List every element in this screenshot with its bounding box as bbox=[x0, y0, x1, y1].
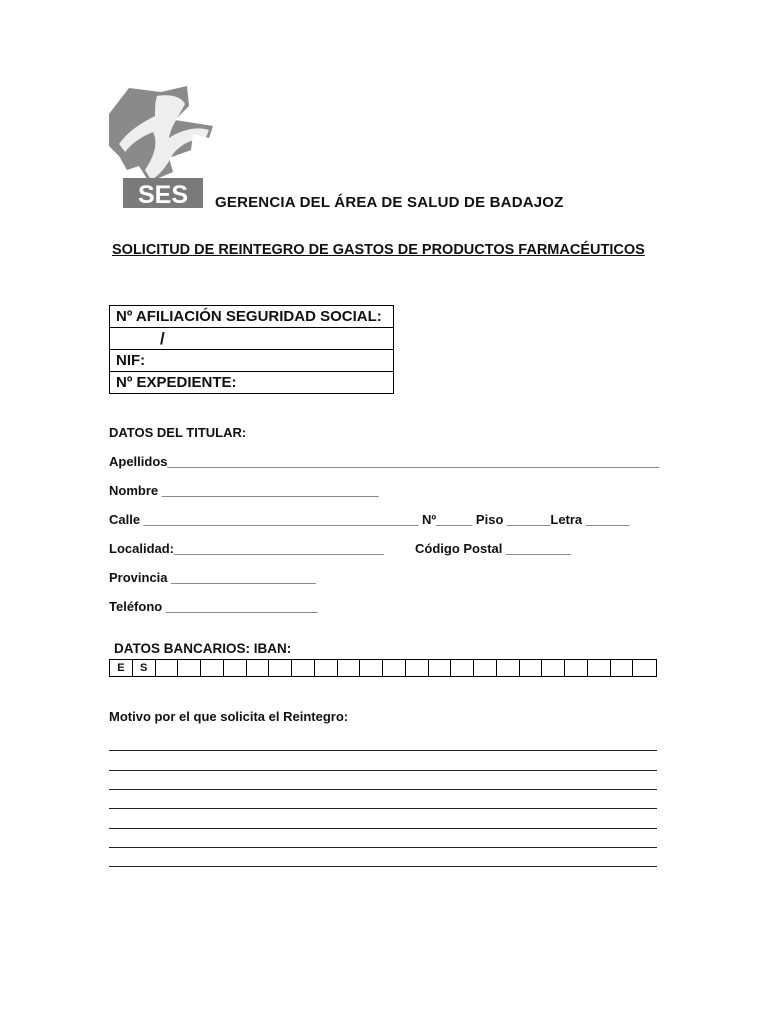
reason-line[interactable] bbox=[109, 770, 657, 771]
reason-line[interactable] bbox=[109, 828, 657, 829]
iban-cell[interactable]: S bbox=[133, 660, 156, 677]
nif-field[interactable]: NIF: bbox=[110, 350, 393, 372]
org-title: GERENCIA DEL ÁREA DE SALUD DE BADAJOZ bbox=[215, 194, 564, 211]
iban-cell[interactable] bbox=[429, 660, 452, 677]
iban-cell[interactable] bbox=[406, 660, 429, 677]
iban-cell[interactable] bbox=[520, 660, 543, 677]
reason-label: Motivo por el que solicita el Reintegro: bbox=[109, 709, 349, 724]
apellidos-field[interactable]: Apellidos____________________________________________________________________ bbox=[109, 454, 660, 469]
iban-cell[interactable] bbox=[360, 660, 383, 677]
iban-cell[interactable] bbox=[383, 660, 406, 677]
iban-cell[interactable] bbox=[451, 660, 474, 677]
affiliation-label: Nº AFILIACIÓN SEGURIDAD SOCIAL: bbox=[110, 306, 393, 328]
reason-line[interactable] bbox=[109, 866, 657, 867]
codigo-postal-field[interactable]: Código Postal _________ bbox=[415, 541, 572, 556]
iban-cell[interactable] bbox=[611, 660, 634, 677]
reason-line[interactable] bbox=[109, 789, 657, 790]
iban-cell[interactable] bbox=[247, 660, 270, 677]
iban-cell[interactable] bbox=[292, 660, 315, 677]
expediente-field[interactable]: Nº EXPEDIENTE: bbox=[116, 374, 237, 391]
form-title: SOLICITUD DE REINTEGRO DE GASTOS DE PRODUCTOS FARMACÉUTICOS bbox=[112, 242, 645, 258]
identification-box bbox=[109, 305, 394, 394]
iban-cell[interactable] bbox=[633, 660, 656, 677]
reason-line[interactable] bbox=[109, 808, 657, 809]
titular-heading: DATOS DEL TITULAR: bbox=[109, 425, 247, 440]
iban-cell[interactable] bbox=[338, 660, 361, 677]
iban-cell[interactable] bbox=[542, 660, 565, 677]
telefono-field[interactable]: Teléfono _____________________ bbox=[109, 599, 318, 614]
iban-cell[interactable] bbox=[588, 660, 611, 677]
iban-cell[interactable] bbox=[565, 660, 588, 677]
ses-logo bbox=[109, 86, 215, 210]
iban-cell[interactable] bbox=[497, 660, 520, 677]
iban-label: DATOS BANCARIOS: IBAN: bbox=[114, 641, 292, 656]
localidad-field[interactable]: Localidad:_____________________________ bbox=[109, 541, 384, 556]
iban-cell[interactable] bbox=[269, 660, 292, 677]
iban-cell[interactable] bbox=[178, 660, 201, 677]
logo-text: SES bbox=[137, 181, 189, 209]
iban-cell[interactable]: E bbox=[110, 660, 133, 677]
reason-line[interactable] bbox=[109, 847, 657, 848]
iban-cell[interactable] bbox=[224, 660, 247, 677]
calle-field[interactable]: Calle ______________________________________ Nº_____ Piso ______Letra ______ bbox=[109, 512, 630, 527]
affiliation-field[interactable]: / bbox=[110, 328, 393, 350]
iban-cell[interactable] bbox=[315, 660, 338, 677]
reason-line[interactable] bbox=[109, 750, 657, 751]
iban-grid[interactable] bbox=[109, 659, 657, 677]
iban-cell[interactable] bbox=[201, 660, 224, 677]
iban-cell[interactable] bbox=[474, 660, 497, 677]
nombre-field[interactable]: Nombre ______________________________ bbox=[109, 483, 379, 498]
iban-cell[interactable] bbox=[156, 660, 179, 677]
provincia-field[interactable]: Provincia ____________________ bbox=[109, 570, 316, 585]
